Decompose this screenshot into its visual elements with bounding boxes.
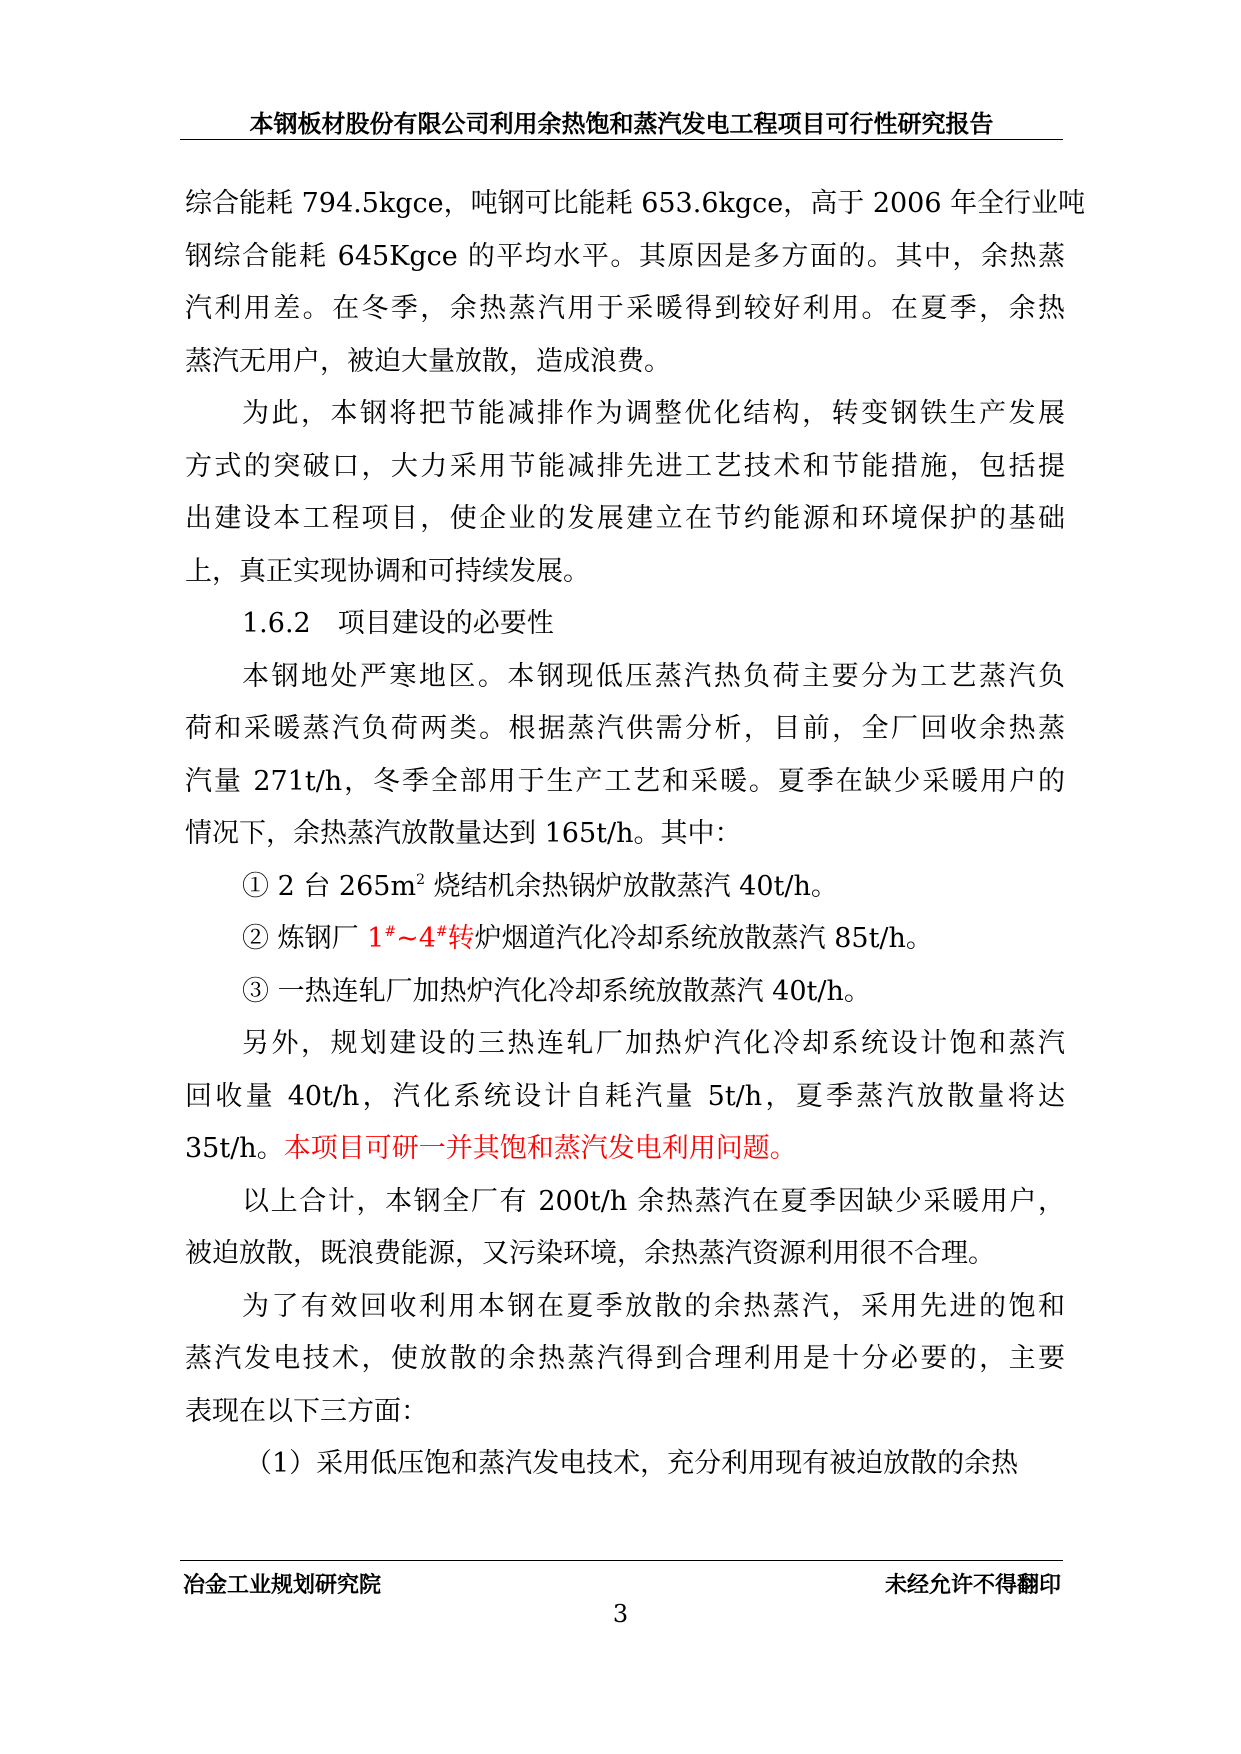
p3-line-4: 情况下，余热蒸汽放散量达到 165t/h。其中： bbox=[185, 818, 742, 849]
p2-line-1: 为此，本钢将把节能减排作为调整优化结构，转变钢铁生产发展 bbox=[242, 398, 1065, 429]
p6-line-3: 表现在以下三方面： bbox=[185, 1395, 428, 1427]
list-item-2-text-b: 炉烟道汽化冷却系统放散蒸汽 85t/h。 bbox=[474, 923, 933, 954]
p4-line-3 bbox=[185, 1123, 1065, 1176]
highlight-red-sup-2: # bbox=[435, 924, 448, 940]
footer-copyright-notice: 未经允许不得翻印 bbox=[884, 1573, 1061, 1598]
list-item-2 bbox=[185, 913, 1065, 966]
p4-line-3-text: 35t/h。 bbox=[185, 1133, 284, 1164]
page-number: 3 bbox=[612, 1600, 629, 1628]
list-item-2-text-a: ② 炼钢厂 bbox=[242, 923, 368, 954]
section-heading: 1.6.2 项目建设的必要性 bbox=[242, 608, 554, 639]
p5-line-2: 被迫放散，既浪费能源，又污染环境，余热蒸汽资源利用很不合理。 bbox=[185, 1238, 995, 1269]
highlight-red-2: ~4 bbox=[396, 923, 436, 954]
p4-line-1: 另外，规划建设的三热连轧厂加热炉汽化冷却系统设计饱和蒸汽 bbox=[242, 1028, 1065, 1059]
p6-line-1: 为了有效回收利用本钢在夏季放散的余热蒸汽，采用先进的饱和 bbox=[242, 1290, 1065, 1322]
document-body bbox=[185, 178, 1086, 1491]
p3-line-3: 汽量 271t/h，冬季全部用于生产工艺和采暖。夏季在缺少采暖用户的 bbox=[185, 765, 1065, 797]
p1-line-3: 汽利用差。在冬季，余热蒸汽用于采暖得到较好利用。在夏季，余热 bbox=[185, 293, 1065, 324]
highlight-red-3: 转 bbox=[447, 923, 475, 954]
p2-line-2: 方式的突破口，大力采用节能减排先进工艺技术和节能措施，包括提 bbox=[185, 450, 1065, 482]
p1-line-4: 蒸汽无用户，被迫大量放散，造成浪费。 bbox=[185, 345, 671, 377]
p5-line-1: 以上合计，本钢全厂有 200t/h 余热蒸汽在夏季因缺少采暖用户， bbox=[242, 1185, 1065, 1217]
p7-line-1: （1）采用低压饱和蒸汽发电技术，充分利用现有被迫放散的余热 bbox=[245, 1448, 1019, 1479]
footer-rule bbox=[180, 1560, 1063, 1561]
list-item-3: ③ 一热连轧厂加热炉汽化冷却系统放散蒸汽 40t/h。 bbox=[242, 975, 871, 1007]
list-item-1 bbox=[185, 861, 1065, 914]
highlight-red-sup-1: # bbox=[384, 924, 397, 940]
p1-line-2: 钢综合能耗 645Kgce 的平均水平。其原因是多方面的。其中，余热蒸 bbox=[185, 240, 1065, 272]
p3-line-2: 荷和采暖蒸汽负荷两类。根据蒸汽供需分析，目前，全厂回收余热蒸 bbox=[185, 713, 1065, 744]
highlight-red-1: 1 bbox=[367, 923, 385, 954]
footer-organization: 冶金工业规划研究院 bbox=[183, 1573, 382, 1598]
p3-line-1: 本钢地处严寒地区。本钢现低压蒸汽热负荷主要分为工艺蒸汽负 bbox=[242, 660, 1065, 692]
list-item-1-text-a: ① 2 台 265m bbox=[242, 870, 417, 902]
p1-line-1: 综合能耗 794.5kgce，吨钢可比能耗 653.6kgce，高于 2006 年全行业吨 bbox=[185, 188, 1086, 219]
header-rule bbox=[180, 139, 1063, 140]
highlight-red-sentence: 本项目可研一并其饱和蒸汽发电利用问题。 bbox=[283, 1133, 797, 1164]
p4-line-2: 回收量 40t/h，汽化系统设计自耗汽量 5t/h，夏季蒸汽放散量将达 bbox=[185, 1080, 1065, 1112]
p2-line-4: 上，真正实现协调和可持续发展。 bbox=[185, 555, 590, 587]
p2-line-3: 出建设本工程项目，使企业的发展建立在节约能源和环境保护的基础 bbox=[185, 503, 1065, 534]
list-item-1-text-b: 烧结机余热锅炉放散蒸汽 40t/h。 bbox=[425, 870, 838, 902]
p6-line-2: 蒸汽发电技术，使放散的余热蒸汽得到合理利用是十分必要的，主要 bbox=[185, 1343, 1065, 1374]
superscript-2: 2 bbox=[416, 871, 425, 888]
page-header-title: 本钢板材股份有限公司利用余热饱和蒸汽发电工程项目可行性研究报告 bbox=[249, 110, 994, 138]
